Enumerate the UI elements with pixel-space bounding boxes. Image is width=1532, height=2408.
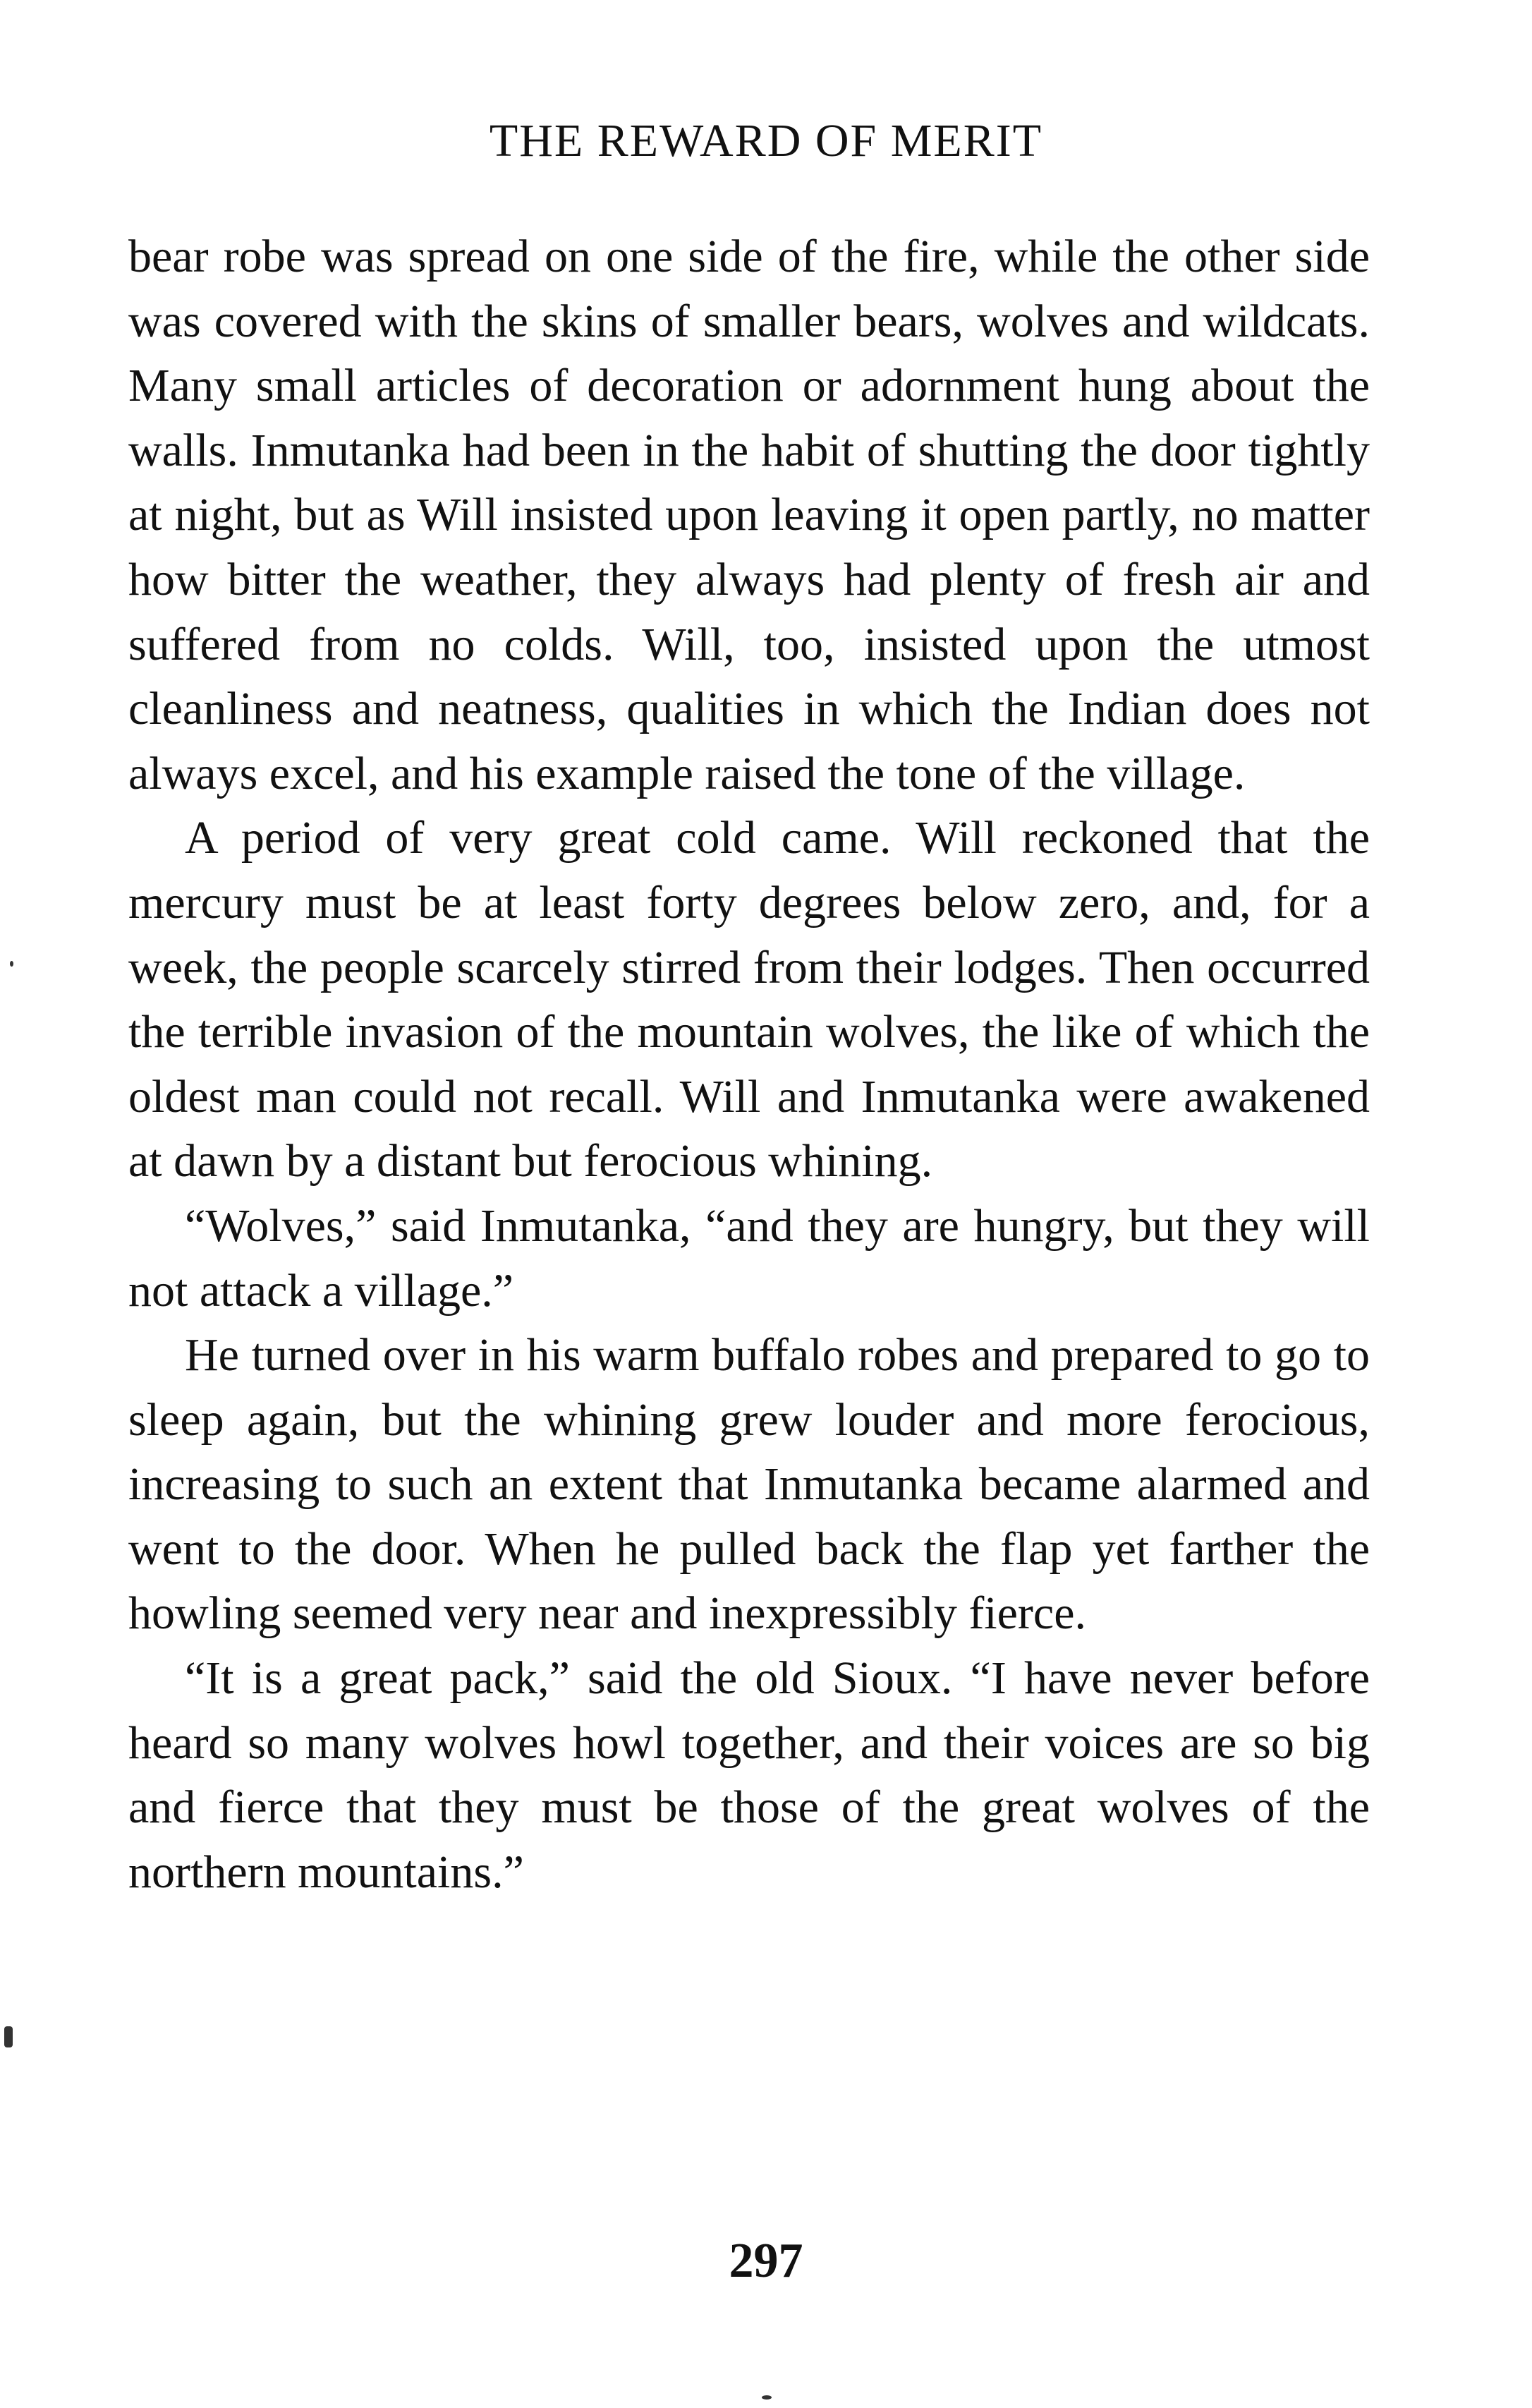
margin-speck — [4, 2026, 13, 2047]
page-number: 297 — [729, 2234, 803, 2288]
paragraph: “Wolves,” said Inmutanka, “and they are hungry, but they will not attack a village.” — [128, 1199, 1370, 1317]
margin-speck — [10, 961, 13, 967]
paragraph: “It is a great pack,” said the old Sioux. “I have never before heard so many wolves howl together, and their voices are so big and fierce that they must be those of the great wolves of the northern mountains.” — [128, 1652, 1370, 1898]
paragraph: He turned over in his warm buffalo robes and prepared to go to sleep again, but the whining grew louder and more ferocious, increasing to such an extent that Inmutanka became alarmed and went to the door. When he pulled back the flap yet farther the howling seemed very near and inexpressibly fierce. — [128, 1329, 1370, 1640]
margin-speck — [762, 2395, 772, 2400]
running-head: THE REWARD OF MERIT — [489, 115, 1043, 167]
paragraph: A period of very great cold came. Will reckoned that the mercury must be at least forty degrees below zero, and, for a week, the people scarcely stirred from their lodges. Then occurred the terrible invasion of the mountain wolves, the like of which the oldest man could not recall. Will and Inmutanka were awakened at dawn by a distant but ferocious whining. — [128, 812, 1370, 1187]
paragraph-continued: bear robe was spread on one side of the fire, while the other side was covered with the skins of smaller bears, wolves and wildcats. Many small articles of decoration or adornment hung about the walls. Inmutanka had been in the habit of shutting the door tightly at night, but as Will insisted upon leaving it open partly, no matter how bitter the weather, they always had plenty of fresh air and suffered from no colds. Will, too, insisted upon the utmost cleanliness and neatness, qualities in which the Indian does not always excel, and his example raised the tone of the village. — [128, 231, 1370, 799]
body-text — [128, 224, 1370, 1904]
